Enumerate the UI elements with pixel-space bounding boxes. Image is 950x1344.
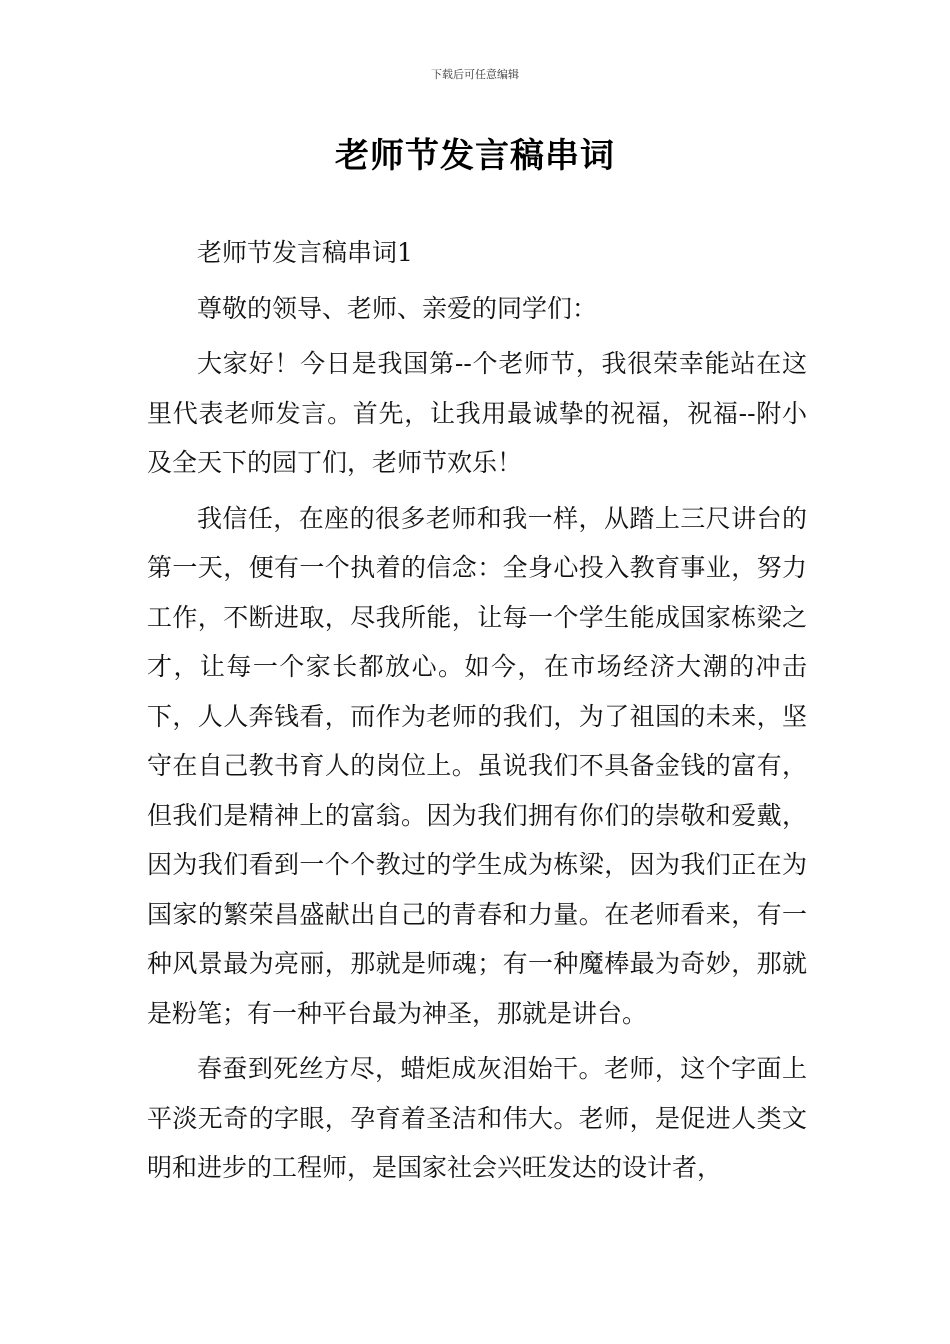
body-paragraph: 大家好！今日是我国第--个老师节，我很荣幸能站在这里代表老师发言。首先，让我用最诚挚的祝福，祝福--附小及全天下的园丁们，老师节欢乐！ — [147, 349, 807, 477]
header-note: 下载后可任意编辑 — [431, 68, 519, 81]
salutation-paragraph: 尊敬的领导、老师、亲爱的同学们： — [197, 293, 598, 323]
body-paragraph: 春蚕到死丝方尽，蜡炬成灰泪始干。老师，这个字面上平淡无奇的字眼，孕育着圣洁和伟大。老师，是促进人类文明和进步的工程师，是国家社会兴旺发达的设计者， — [147, 1054, 807, 1182]
document-body — [147, 228, 807, 1199]
body-paragraph: 我信任，在座的很多老师和我一样，从踏上三尺讲台的第一天，便有一个执着的信念：全身心投入教育事业，努力工作，不断进取，尽我所能，让每一个学生能成国家栋梁之才，让每一个家长都放心。如今，在市场经济大潮的冲击下，人人奔钱看，而作为老师的我们，为了祖国的未来，坚守在自己教书育人的岗位上。虽说我们不具备金钱的富有，但我们是精神上的富翁。因为我们拥有你们的崇敬和爱戴，因为我们看到一个个教过的学生成为栋梁，因为我们正在为国家的繁荣昌盛献出自己的青春和力量。在老师看来，有一种风景最为亮丽，那就是师魂；有一种魔棒最为奇妙，那就是粉笔；有一种平台最为神圣，那就是讲台。 — [147, 503, 807, 1028]
subtitle-paragraph: 老师节发言稿串词1 — [197, 238, 413, 267]
document-title: 老师节发言稿串词 — [335, 136, 615, 176]
